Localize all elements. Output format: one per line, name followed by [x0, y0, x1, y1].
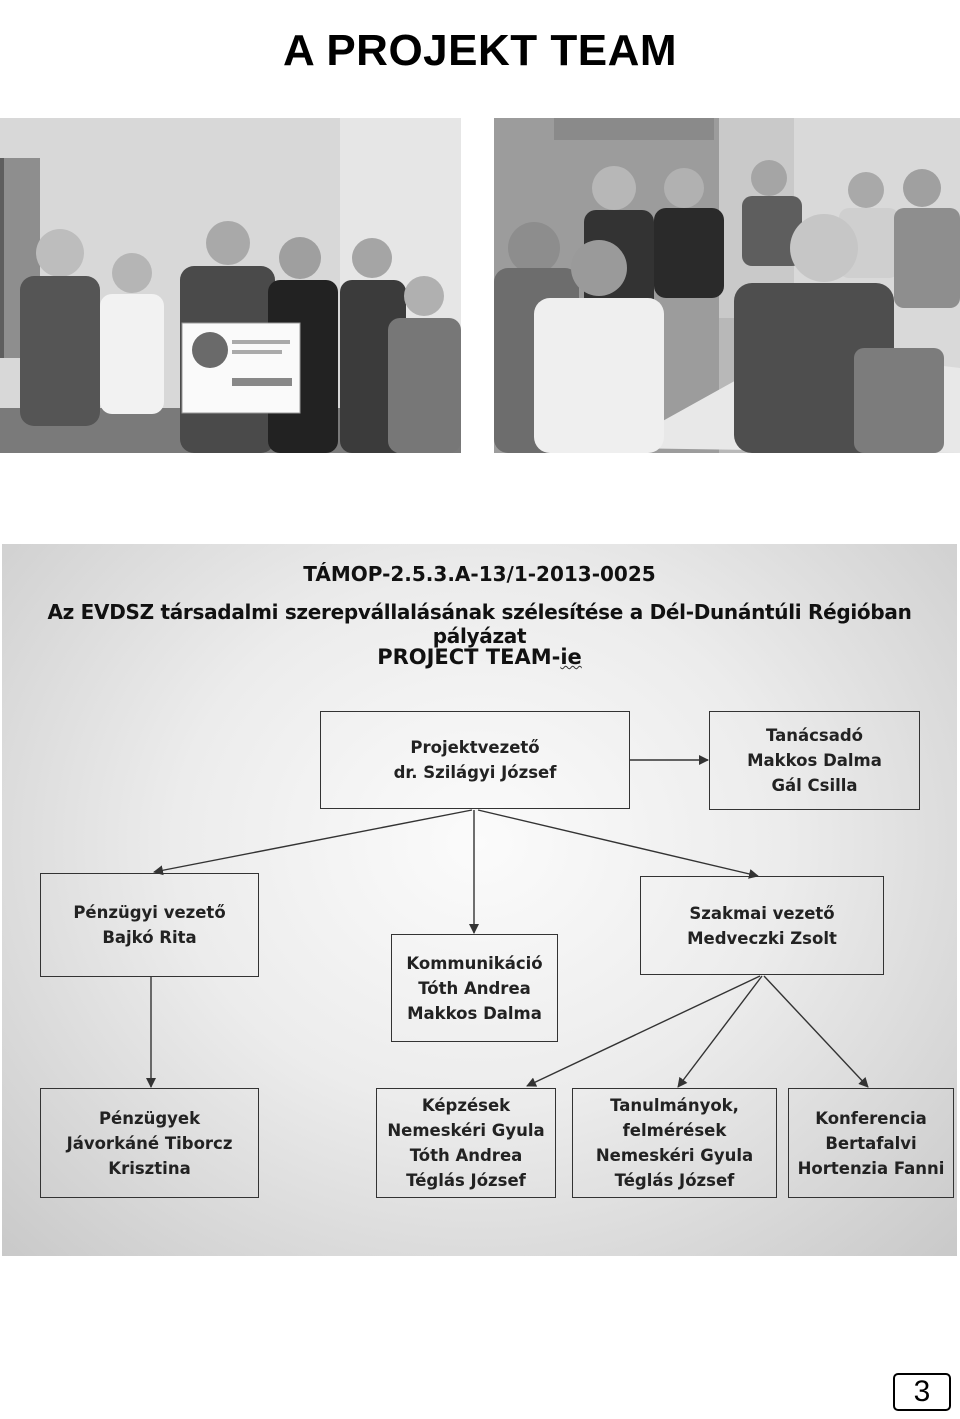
box-line: Bertafalvi — [825, 1133, 917, 1153]
box-line: Bajkó Rita — [102, 928, 197, 947]
arrow-to-kepzesek — [527, 976, 760, 1086]
box-line: Szakmai vezető — [689, 903, 835, 923]
box-line: Makkos Dalma — [747, 751, 882, 770]
box-line: Hortenzia Fanni — [797, 1158, 945, 1178]
box-line: dr. Szilágyi József — [393, 763, 557, 782]
box-projektvezeto — [320, 711, 630, 809]
box-line: Makkos Dalma — [407, 1003, 542, 1023]
org-chart-code: TÁMOP-2.5.3.A-13/1-2013-0025 — [303, 562, 656, 586]
box-tanacsado — [709, 711, 920, 810]
box-line: Tanácsadó — [765, 726, 864, 745]
box-line: Projektvezető — [410, 738, 540, 757]
box-line: Pénzügyi vezető — [73, 903, 226, 922]
org-chart — [2, 544, 957, 1256]
box-kepzesek — [376, 1088, 556, 1198]
box-line: Téglás József — [614, 1171, 735, 1190]
box-kommunikacio — [391, 934, 558, 1042]
page-title: A PROJEKT TEAM — [282, 26, 678, 76]
box-line: Nemeskéri Gyula — [387, 1121, 545, 1140]
meeting-photo — [494, 118, 960, 453]
arrow-to-szakmai-vezeto — [478, 810, 758, 876]
box-line: Tanulmányok, — [610, 1096, 739, 1115]
org-chart-heading-suffix: ie — [560, 645, 582, 669]
box-line: Pénzügyek — [98, 1108, 201, 1128]
box-penzugyi-vezeto — [40, 873, 259, 977]
page-number: 3 — [893, 1373, 951, 1411]
box-line: Gál Csilla — [771, 776, 858, 795]
box-line: Medveczki Zsolt — [687, 928, 837, 948]
box-line: Jávorkáné Tiborcz — [66, 1133, 233, 1153]
box-line: Képzések — [421, 1096, 511, 1115]
box-line: Tóth Andrea — [418, 978, 531, 998]
box-line: Krisztina — [108, 1158, 191, 1178]
box-szakmai-vezeto — [640, 876, 884, 975]
box-line: felmérések — [622, 1121, 727, 1140]
arrow-to-penzugyi-vezeto — [154, 810, 472, 872]
box-penzugyek — [40, 1088, 259, 1198]
team-photo — [0, 118, 461, 453]
box-line: Téglás József — [406, 1171, 526, 1190]
arrow-to-tanulmanyok — [678, 976, 762, 1087]
box-line: Kommunikáció — [406, 953, 543, 973]
box-line: Tóth Andrea — [409, 1146, 523, 1165]
box-line: Konferencia — [815, 1108, 927, 1128]
org-chart-project-title: Az EVDSZ társadalmi szerepvállalásának szélesítése a Dél-Dunántúli Régióban pályázat — [47, 600, 912, 648]
box-tanulmanyok — [572, 1088, 777, 1198]
box-konferencia — [788, 1088, 954, 1198]
box-line: Nemeskéri Gyula — [595, 1146, 754, 1165]
arrow-to-konferencia — [764, 976, 868, 1087]
org-chart-heading-main: PROJECT TEAM- — [377, 645, 561, 669]
